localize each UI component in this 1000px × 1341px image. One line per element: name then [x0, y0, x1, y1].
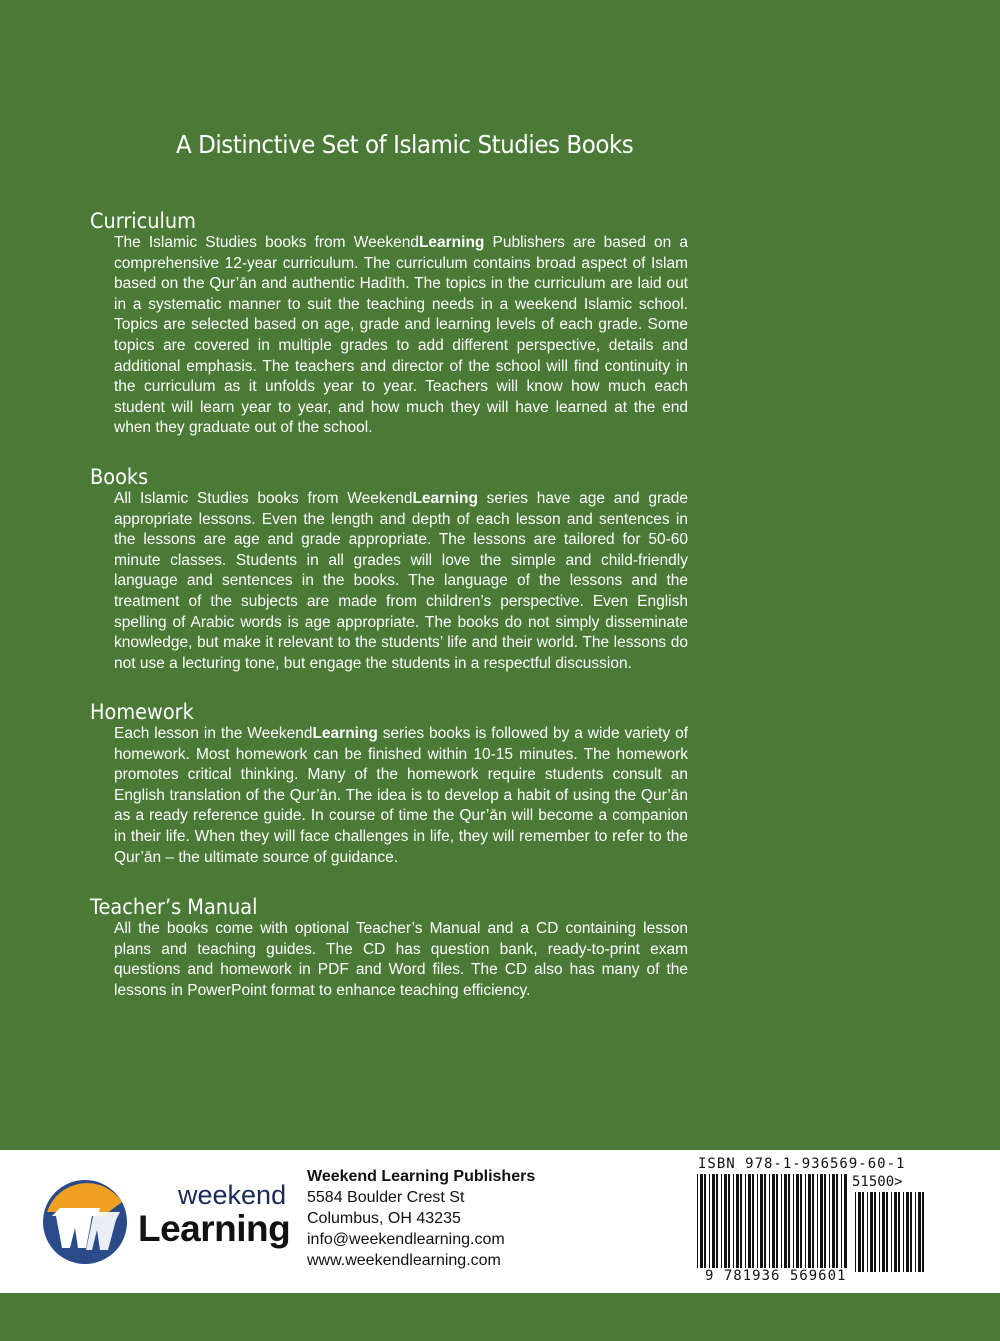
publisher-email: info@weekendlearning.com — [307, 1231, 505, 1248]
isbn-label: ISBN 978-1-936569-60-1 — [698, 1156, 906, 1172]
section-heading: Teacher’s Manual — [90, 895, 258, 919]
section-curriculum — [90, 209, 690, 439]
cover-title: A Distinctive Set of Islamic Studies Books — [176, 130, 634, 159]
publisher-city: Columbus, OH 43235 — [307, 1210, 461, 1227]
section-books — [90, 465, 690, 674]
section-homework — [90, 700, 690, 868]
publisher-street: 5584 Boulder Crest St — [307, 1189, 465, 1206]
ean-number: 9 781936 569601 — [705, 1268, 847, 1284]
publisher-footer — [0, 1150, 1000, 1293]
section-body: Each lesson in the WeekendLearning series books is followed by a wide variety of homework. Most homework can be finished within 10-15 minutes. The homework promotes critical thinking. Many of the homework require students consult an English translation of the Qur’ān. The idea is to develop a habit of using the Qur’ān as a ready reference guide. In course of time the Qur’ān will become a companion in their life. When they will face challenges in life, they will remember to refer to the Qur’ān – the ultimate source of guidance. — [114, 725, 688, 866]
logo-word-weekend: weekend — [178, 1180, 287, 1210]
section-heading: Books — [90, 465, 149, 489]
publisher-name: Weekend Learning Publishers — [307, 1168, 536, 1185]
section-teachers-manual — [90, 895, 690, 1001]
bottom-green-strip — [0, 1293, 1000, 1341]
publisher-website: www.weekendlearning.com — [307, 1252, 501, 1269]
publisher-address — [307, 1166, 535, 1271]
price-barcode-icon — [855, 1192, 925, 1272]
isbn-barcode-icon — [697, 1174, 849, 1274]
section-heading: Curriculum — [90, 209, 196, 233]
w-logo-icon — [42, 1172, 132, 1272]
section-body: The Islamic Studies books from WeekendLearning Publishers are based on a comprehensive 12-year curriculum. The curriculum contains broad aspect of Islam based on the Qur’ān and authentic Hadīth. The topics in the curriculum are laid out in a systematic manner to suit the teaching needs in a weekend Islamic school. Topics are selected based on age, grade and learning levels of each grade. Some topics are covered in multiple grades to add different perspective, details and additional emphasis. The teachers and director of the school will find continuity in the curriculum as it unfolds year to year. Teachers will know how much each student will learn year to year, and how much they will have learned at the end when they graduate out of the school. — [114, 234, 688, 437]
section-body: All the books come with optional Teacher’s Manual and a CD containing lesson plans and teaching guides. The CD has question bank, ready-to-print exam questions and homework in PDF and Word files. The CD also has many of the lessons in PowerPoint format to enhance teaching efficiency. — [114, 920, 688, 999]
logo-word-learning: Learning — [138, 1208, 291, 1249]
publisher-logo — [42, 1172, 291, 1272]
section-heading: Homework — [90, 700, 194, 724]
section-body: All Islamic Studies books from WeekendLearning series have age and grade appropriate lessons. Even the length and depth of each lesson and sentences in the lessons are age and grade appropriate. The lessons are tailored for 50-60 minute classes. Students in all grades will love the simple and child-friendly language and sentences in the books. The language of the lessons and the treatment of the subjects are made from children’s perspective. Even English spelling of Arabic words is age appropriate. The books do not simply disseminate knowledge, but make it relevant to the students’ life and their world. The lessons do not use a lecturing tone, but engage the students in a respectful discussion. — [114, 490, 688, 672]
price-code: 51500> — [852, 1174, 903, 1190]
